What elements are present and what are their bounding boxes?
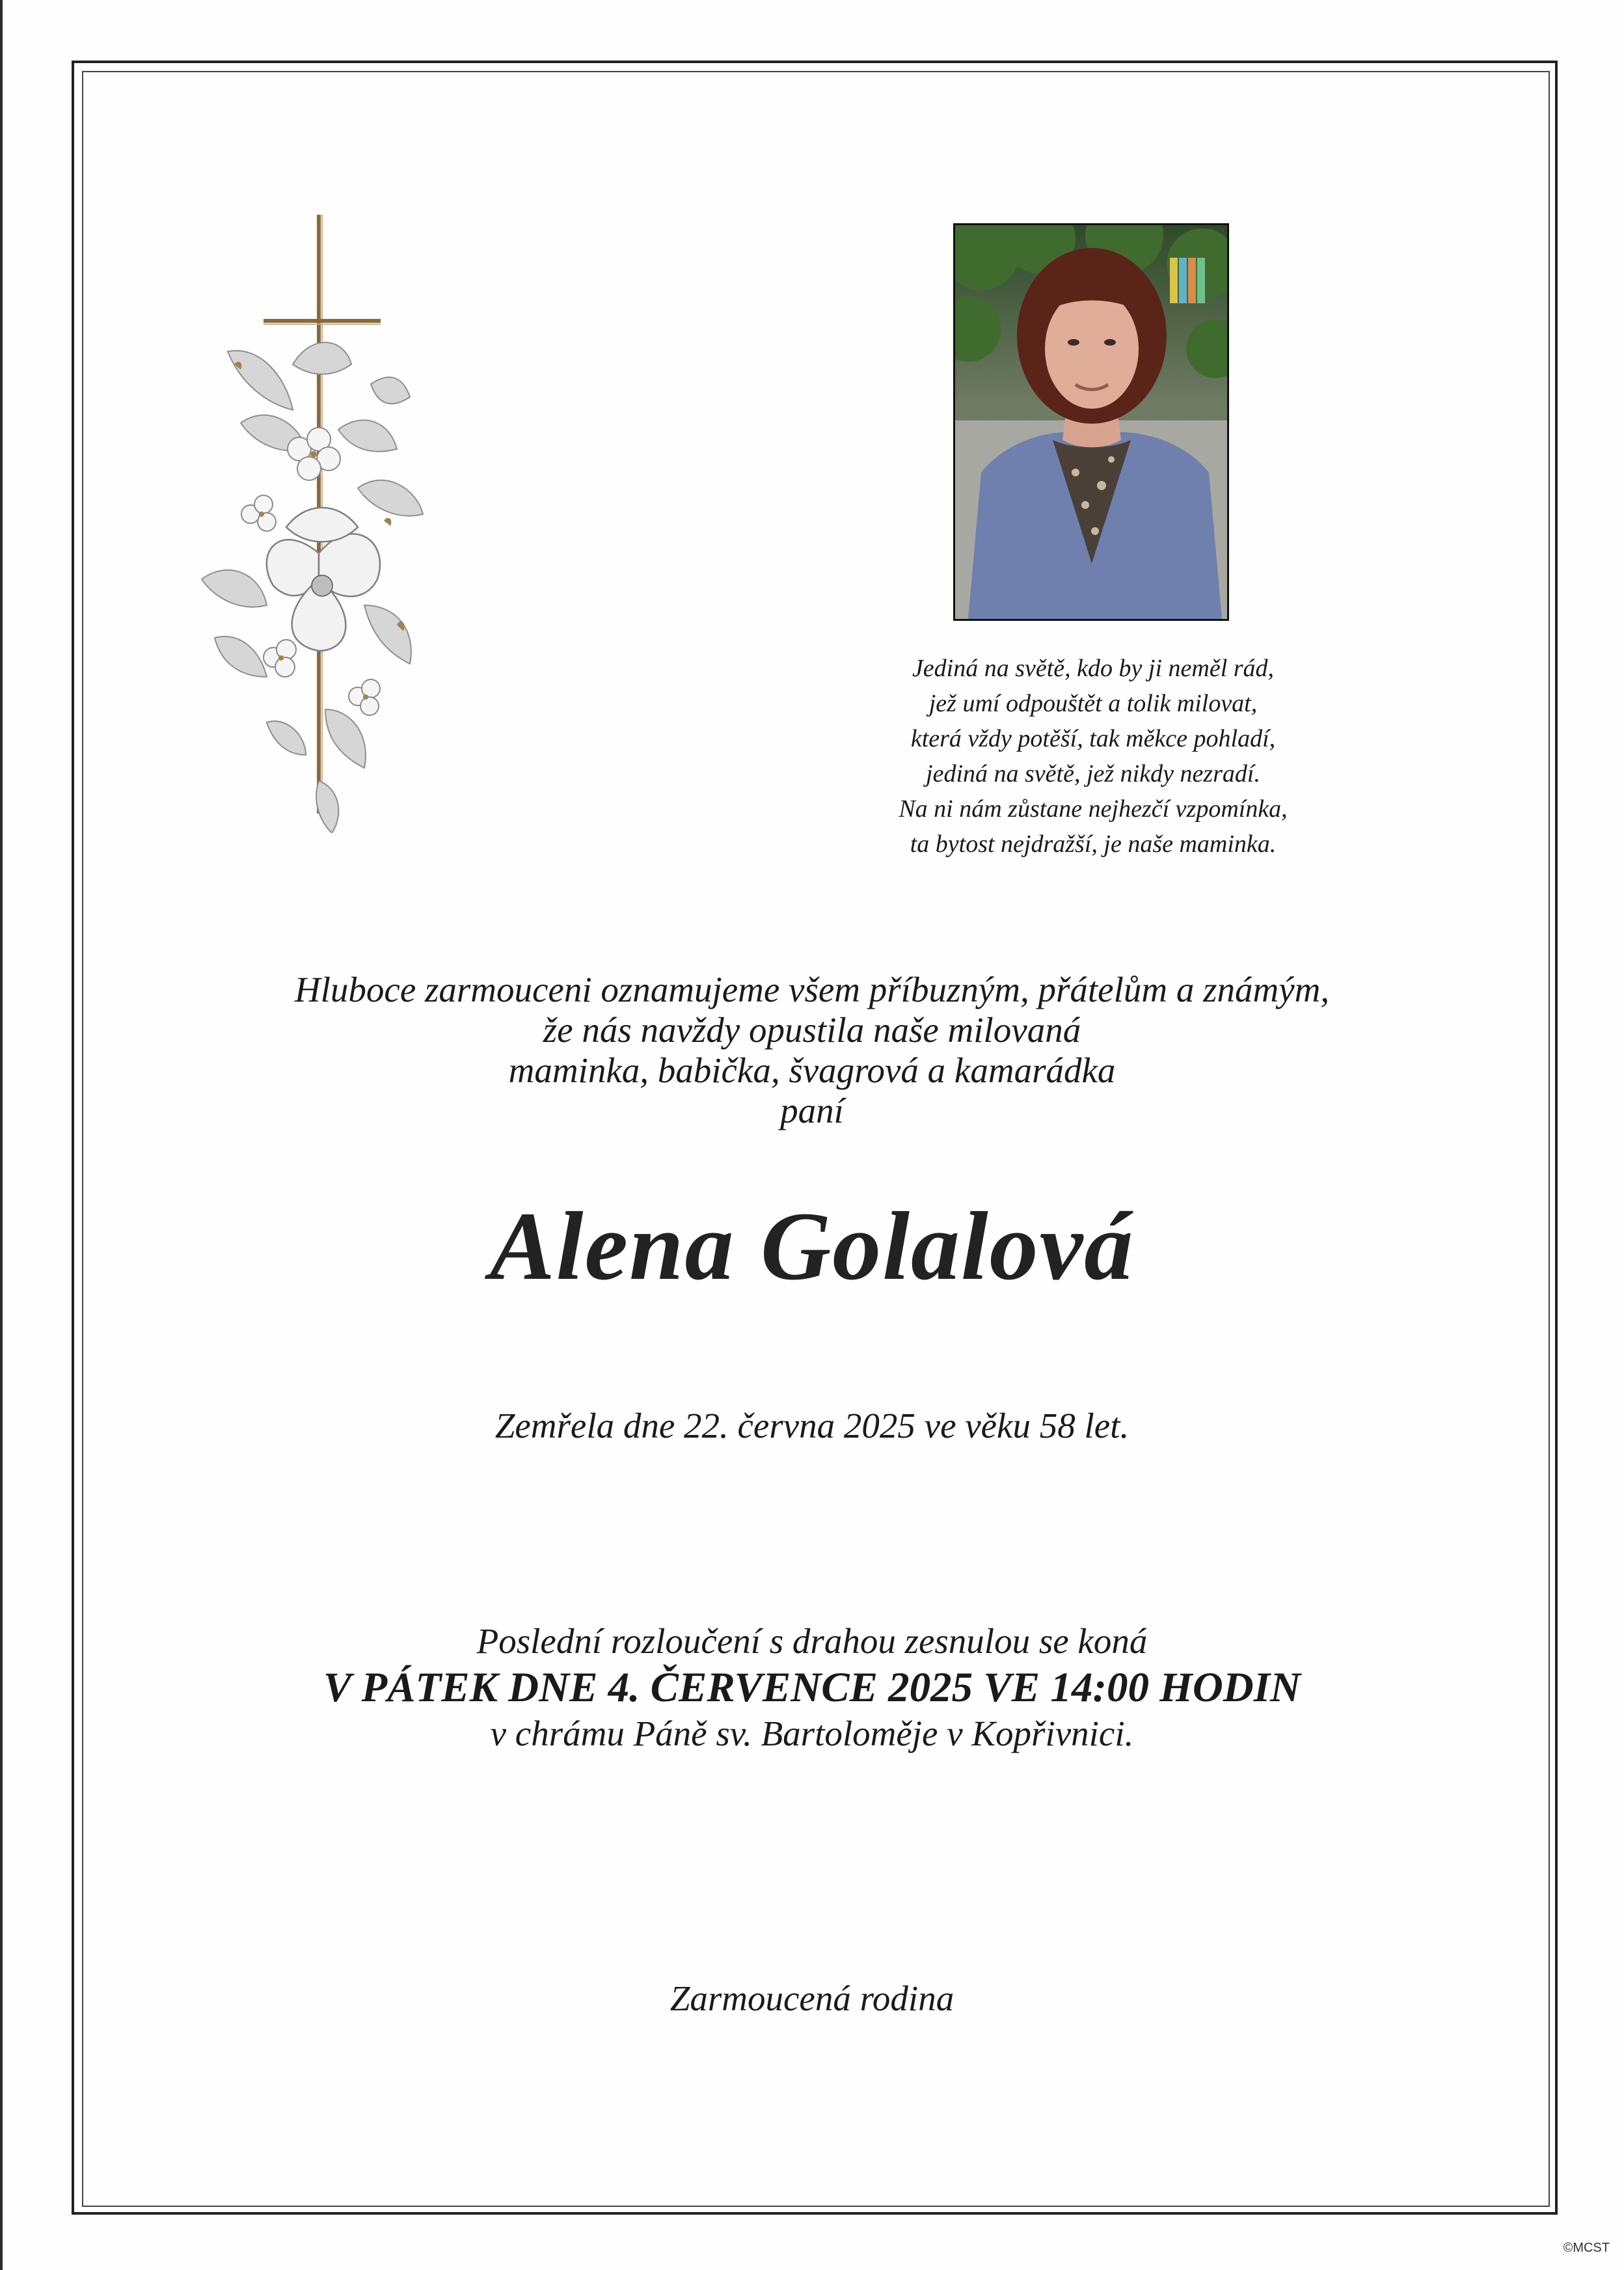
poem-line: jež umí odpouštět a tolik milovat, <box>928 690 1258 717</box>
announcement-line: že nás navždy opustila naše milovaná <box>543 1010 1081 1050</box>
poem-line: jediná na světě, jež nikdy nezradí. <box>926 760 1260 787</box>
poem-line: ta bytost nejdražší, je naše maminka. <box>910 830 1277 858</box>
memorial-poem <box>800 651 1386 862</box>
death-date-line: Zemřela dne 22. června 2025 ve věku 58 let. <box>494 1406 1130 1445</box>
scan-edge <box>0 0 3 2270</box>
funeral-datetime: V PÁTEK DNE 4. ČERVENCE 2025 VE 14:00 HODIN <box>323 1664 1301 1711</box>
poem-line: Na ni nám zůstane nejhezčí vzpomínka, <box>899 795 1288 823</box>
announcement-line: Hluboce zarmouceni oznamujeme všem příbuzným, přátelům a známým, <box>294 970 1330 1009</box>
cross-with-flowers-icon <box>189 215 436 833</box>
poem-line: která vždy potěší, tak měkce pohladí, <box>910 725 1276 752</box>
copyright-mark: ©MCST <box>1563 2241 1610 2255</box>
deceased-name: Alena Golalová <box>489 1192 1135 1300</box>
announcement-line: maminka, babička, švagrová a kamarádka <box>508 1050 1116 1090</box>
family-signature: Zarmoucená rodina <box>670 1978 954 2018</box>
poem-line: Jediná na světě, kdo by ji neměl rád, <box>912 655 1275 682</box>
announcement-text <box>161 970 1463 1131</box>
portrait-photo <box>953 223 1229 621</box>
funeral-info <box>161 1620 1463 1755</box>
funeral-intro: Poslední rozloučení s drahou zesnulou se koná <box>476 1621 1148 1661</box>
funeral-place: v chrámu Páně sv. Bartoloměje v Kopřivnici. <box>490 1714 1134 1753</box>
announcement-line: paní <box>780 1091 844 1130</box>
